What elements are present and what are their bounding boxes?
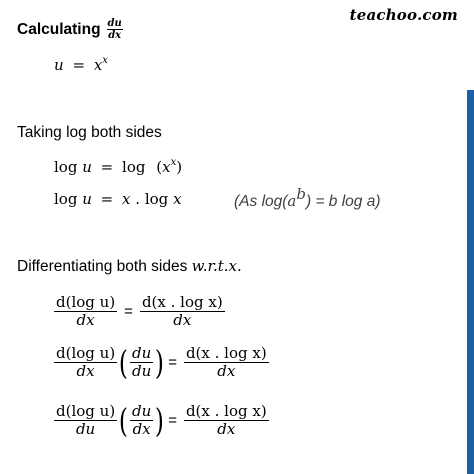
log-rule-note: (As $\log(a^b) = b$ log a) bbox=[234, 185, 381, 210]
x-base: x bbox=[162, 158, 171, 176]
derivative-equation-1 bbox=[54, 294, 225, 329]
equals-sign: = bbox=[100, 158, 114, 176]
u-var: u bbox=[82, 158, 92, 176]
heading-frac-den: dx bbox=[108, 30, 122, 41]
frac-numerator: du bbox=[132, 402, 152, 420]
taking-log-text: Taking log both sides bbox=[17, 124, 162, 141]
lhs-fraction bbox=[54, 345, 117, 380]
equals-sign: = bbox=[168, 412, 177, 429]
diff-label: Differentiating both sides bbox=[17, 258, 188, 275]
dot-operator: . bbox=[135, 190, 141, 208]
log-fn: log bbox=[54, 158, 78, 176]
log-fn: log bbox=[54, 190, 78, 208]
frac-denominator: dx bbox=[76, 311, 95, 329]
u-var: u bbox=[82, 190, 92, 208]
u-definition bbox=[54, 56, 108, 74]
x-exponent: x bbox=[102, 55, 108, 66]
frac-denominator: du bbox=[75, 420, 96, 438]
note-a: a bbox=[287, 192, 297, 210]
frac-numerator: d(log u) bbox=[56, 344, 116, 362]
x-var: x bbox=[173, 190, 182, 208]
note-b: b bbox=[296, 185, 306, 203]
frac-denominator: dx bbox=[217, 420, 236, 438]
frac-denominator: du bbox=[132, 362, 152, 380]
rhs-fraction bbox=[140, 294, 225, 329]
frac-denominator: dx bbox=[76, 362, 95, 380]
log-fn: log bbox=[122, 158, 146, 176]
frac-numerator: d(log u) bbox=[56, 293, 116, 311]
frac-numerator: d(x . log x) bbox=[141, 293, 223, 311]
frac-numerator: du bbox=[132, 344, 152, 362]
frac-denominator: dx bbox=[132, 420, 151, 438]
note-rest: ) = b log a) bbox=[305, 193, 381, 210]
derivative-equation-2 bbox=[54, 345, 269, 380]
derivative-equation-3 bbox=[54, 403, 269, 438]
lhs-fraction bbox=[54, 294, 117, 329]
frac-numerator: d(x . log x) bbox=[185, 402, 267, 420]
wrt-x: w.r.t.x. bbox=[191, 257, 242, 275]
note-log: log bbox=[261, 193, 283, 210]
rhs-fraction bbox=[184, 345, 269, 380]
u-var: u bbox=[54, 56, 64, 74]
frac-denominator: dx bbox=[173, 311, 192, 329]
log-equation-1: $\log u = \log (x^x)$ bbox=[54, 157, 183, 176]
heading-label: Calculating bbox=[17, 20, 101, 38]
teachoo-logo: teachoo.com bbox=[349, 6, 458, 24]
section-heading bbox=[17, 18, 123, 41]
equals-sign: = bbox=[100, 190, 114, 208]
log-equation-2 bbox=[54, 190, 182, 208]
x-base: x bbox=[93, 56, 103, 74]
note-open: (As bbox=[234, 193, 258, 210]
chain-fraction bbox=[130, 345, 153, 380]
equals-sign: = bbox=[72, 56, 86, 74]
equals-sign: = bbox=[124, 303, 133, 320]
frac-numerator: d(x . log x) bbox=[185, 344, 267, 362]
x-var: x bbox=[122, 190, 131, 208]
heading-frac-num: du bbox=[107, 18, 122, 29]
equals-sign: = bbox=[168, 354, 177, 371]
right-paren: ) bbox=[155, 401, 165, 440]
accent-bar bbox=[467, 90, 474, 474]
left-paren: ( bbox=[119, 401, 129, 440]
chain-fraction bbox=[130, 403, 153, 438]
frac-denominator: dx bbox=[217, 362, 236, 380]
right-paren: ) bbox=[155, 343, 165, 382]
rhs-fraction bbox=[184, 403, 269, 438]
x-exponent: x bbox=[170, 157, 177, 168]
frac-numerator: d(log u) bbox=[56, 402, 116, 420]
left-paren: ( bbox=[119, 343, 129, 382]
log-fn: log bbox=[144, 190, 169, 208]
heading-fraction bbox=[107, 18, 123, 41]
differentiating-text bbox=[17, 257, 242, 276]
lhs-fraction bbox=[54, 403, 117, 438]
